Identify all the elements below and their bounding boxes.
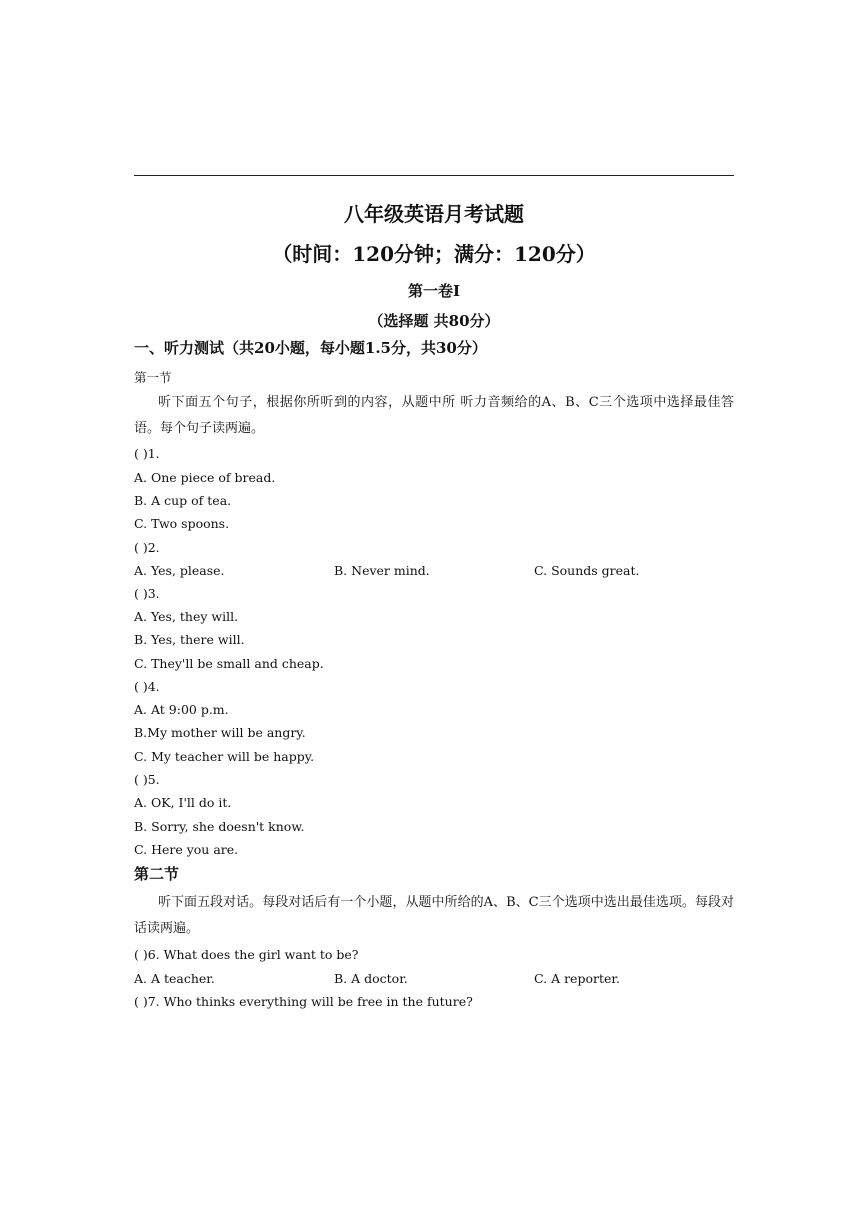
exam-title: 八年级英语月考试题 [344,202,524,226]
section-2-instruction: 听下面五段对话。每段对话后有一个小题，从题中所给的A、B、C三个选项中选出最佳选项。每段对话读两遍。 [134,895,734,936]
volume-note: （选择题 共80分） [368,312,500,330]
question-3-number: ( )3. [134,586,160,601]
exam-time-score: （时间：120分钟；满分：120分） [272,242,596,266]
question-4-number: ( )4. [134,679,160,694]
question-3-option-c: C. They'll be small and cheap. [134,656,324,671]
question-2-number: ( )2. [134,540,160,555]
header-rule [134,175,734,176]
question-6-option-c: C. A reporter. [534,971,620,986]
question-4-option-a: A. At 9:00 p.m. [134,702,229,717]
part-heading-listening: 一、听力测试（共20小题，每小题1.5分，共30分） [134,339,487,357]
question-6-option-a: A. A teacher. [134,971,215,986]
question-2-option-b: B. Never mind. [334,563,430,578]
question-2-option-c: C. Sounds great. [534,563,640,578]
question-6-stem: ( )6. What does the girl want to be? [134,947,359,962]
question-4-option-c: C. My teacher will be happy. [134,749,315,764]
section-2-label: 第二节 [134,865,180,883]
question-4-option-b: B.My mother will be angry. [134,725,306,740]
question-5-number: ( )5. [134,772,160,787]
question-6-option-b: B. A doctor. [334,971,408,986]
question-5-option-c: C. Here you are. [134,842,239,857]
question-5-option-b: B. Sorry, she doesn't know. [134,819,305,834]
question-3-option-b: B. Yes, there will. [134,632,245,647]
section-1-label: 第一节 [134,370,172,385]
question-1-number: ( )1. [134,446,160,461]
section-1-instruction: 听下面五个句子，根据你所听到的内容，从题中所 听力音频给的A、B、C三个选项中选择最佳答语。每个句子读两遍。 [134,395,734,436]
question-3-option-a: A. Yes, they will. [134,609,239,624]
question-2-option-a: A. Yes, please. [134,563,225,578]
question-5-option-a: A. OK, I'll do it. [134,795,232,810]
question-1-option-c: C. Two spoons. [134,516,230,531]
question-1-option-b: B. A cup of tea. [134,493,232,508]
question-7-stem: ( )7. Who thinks everything will be free in the future? [134,994,473,1009]
volume-label: 第一卷Ⅰ [407,282,461,300]
question-1-option-a: A. One piece of bread. [134,470,276,485]
